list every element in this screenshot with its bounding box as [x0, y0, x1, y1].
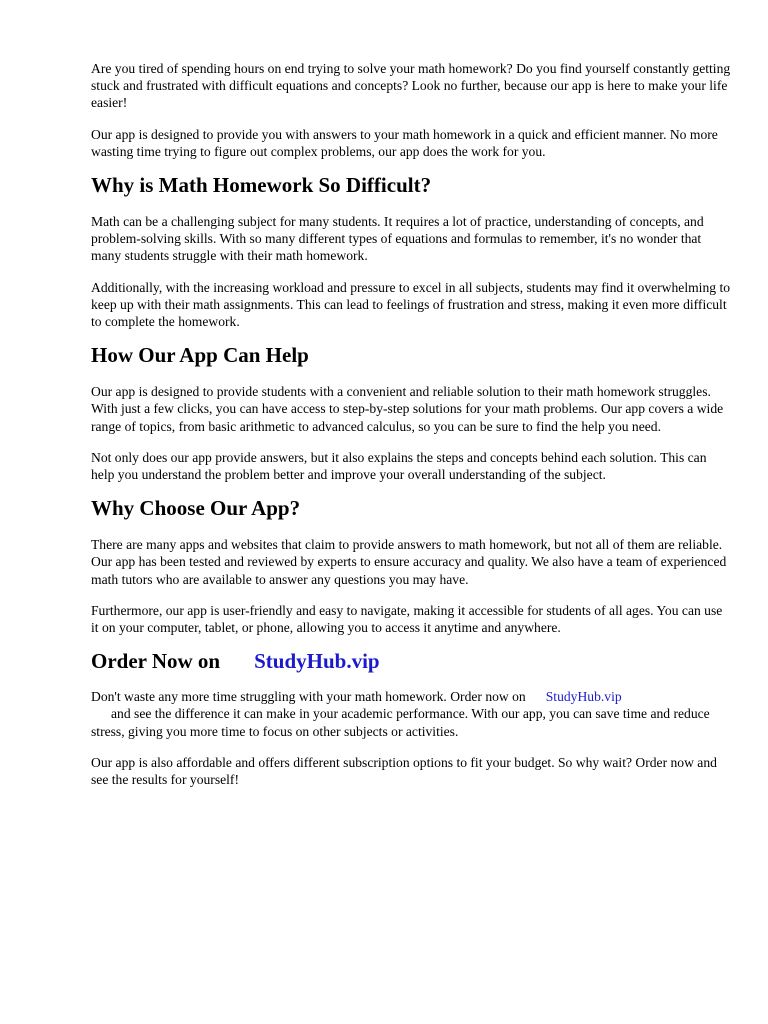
- help-paragraph-1: Our app is designed to provide students with a convenient and reliable solution to their math homework struggles. With just a few clicks, you can have access to step-by-step solutions for your math problems. Our app covers a wide range of topics, from basic arithmetic to advanced calculus, so you can be sure to find the help you need.: [91, 384, 724, 434]
- intro-paragraph-1: Are you tired of spending hours on end trying to solve your math homework? Do you find yourself constantly getting stuck and frustrated with difficult equations and concepts? Look no further, because our app is here to make your life easier!: [91, 61, 731, 111]
- heading-how-app-helps: How Our App Can Help: [91, 343, 309, 368]
- heading-why-choose: Why Choose Our App?: [91, 496, 301, 521]
- help-paragraph-2: Not only does our app provide answers, but it also explains the steps and concepts behind each solution. This can help you understand the problem better and improve your overall understanding of the subject.: [91, 449, 707, 483]
- heading-why-difficult: Why is Math Homework So Difficult?: [91, 173, 432, 198]
- choose-paragraph-2: Furthermore, our app is user-friendly and easy to navigate, making it accessible for students of all ages. You can use it on your computer, tablet, or phone, allowing you to access it anytime and anywhere.: [91, 602, 723, 636]
- order-paragraph-1-after: and see the difference it can make in your academic performance. With our app, you can save time and reduce stress, giving you more time to focus on other subjects or activities.: [91, 706, 710, 739]
- order-heading-link[interactable]: StudyHub.vip: [254, 649, 380, 674]
- difficult-paragraph-2: Additionally, with the increasing workload and pressure to excel in all subjects, students may find it overwhelming to keep up with their math assignments. This can lead to feelings of frustration and stress, making it even more difficult to complete the homework.: [91, 279, 731, 330]
- order-heading-text: Order Now on: [91, 649, 221, 674]
- order-inline-link[interactable]: StudyHub.vip: [545, 689, 622, 705]
- order-paragraph-1-before: Don't waste any more time struggling with your math homework. Order now on: [91, 689, 526, 705]
- heading-order-now: [91, 648, 731, 674]
- order-paragraph-2: Our app is also affordable and offers different subscription options to fit your budget. So why wait? Order now and see the results for yourself!: [91, 754, 717, 788]
- choose-paragraph-1: There are many apps and websites that claim to provide answers to math homework, but not all of them are reliable. Our app has been tested and reviewed by experts to ensure accuracy and quality. We also have a team of experienced math tutors who are available to answer any questions you may have.: [91, 537, 727, 587]
- order-paragraph-1: [91, 688, 731, 740]
- document-page: [91, 60, 731, 788]
- intro-paragraph-2: Our app is designed to provide you with answers to your math homework in a quick and efficient manner. No more wasting time trying to figure out complex problems, our app does the work for you.: [91, 126, 718, 159]
- difficult-paragraph-1: Math can be a challenging subject for many students. It requires a lot of practice, understanding of concepts, and problem-solving skills. With so many different types of equations and formulas to remember, it's no wonder that many students struggle with their math homework.: [91, 214, 704, 264]
